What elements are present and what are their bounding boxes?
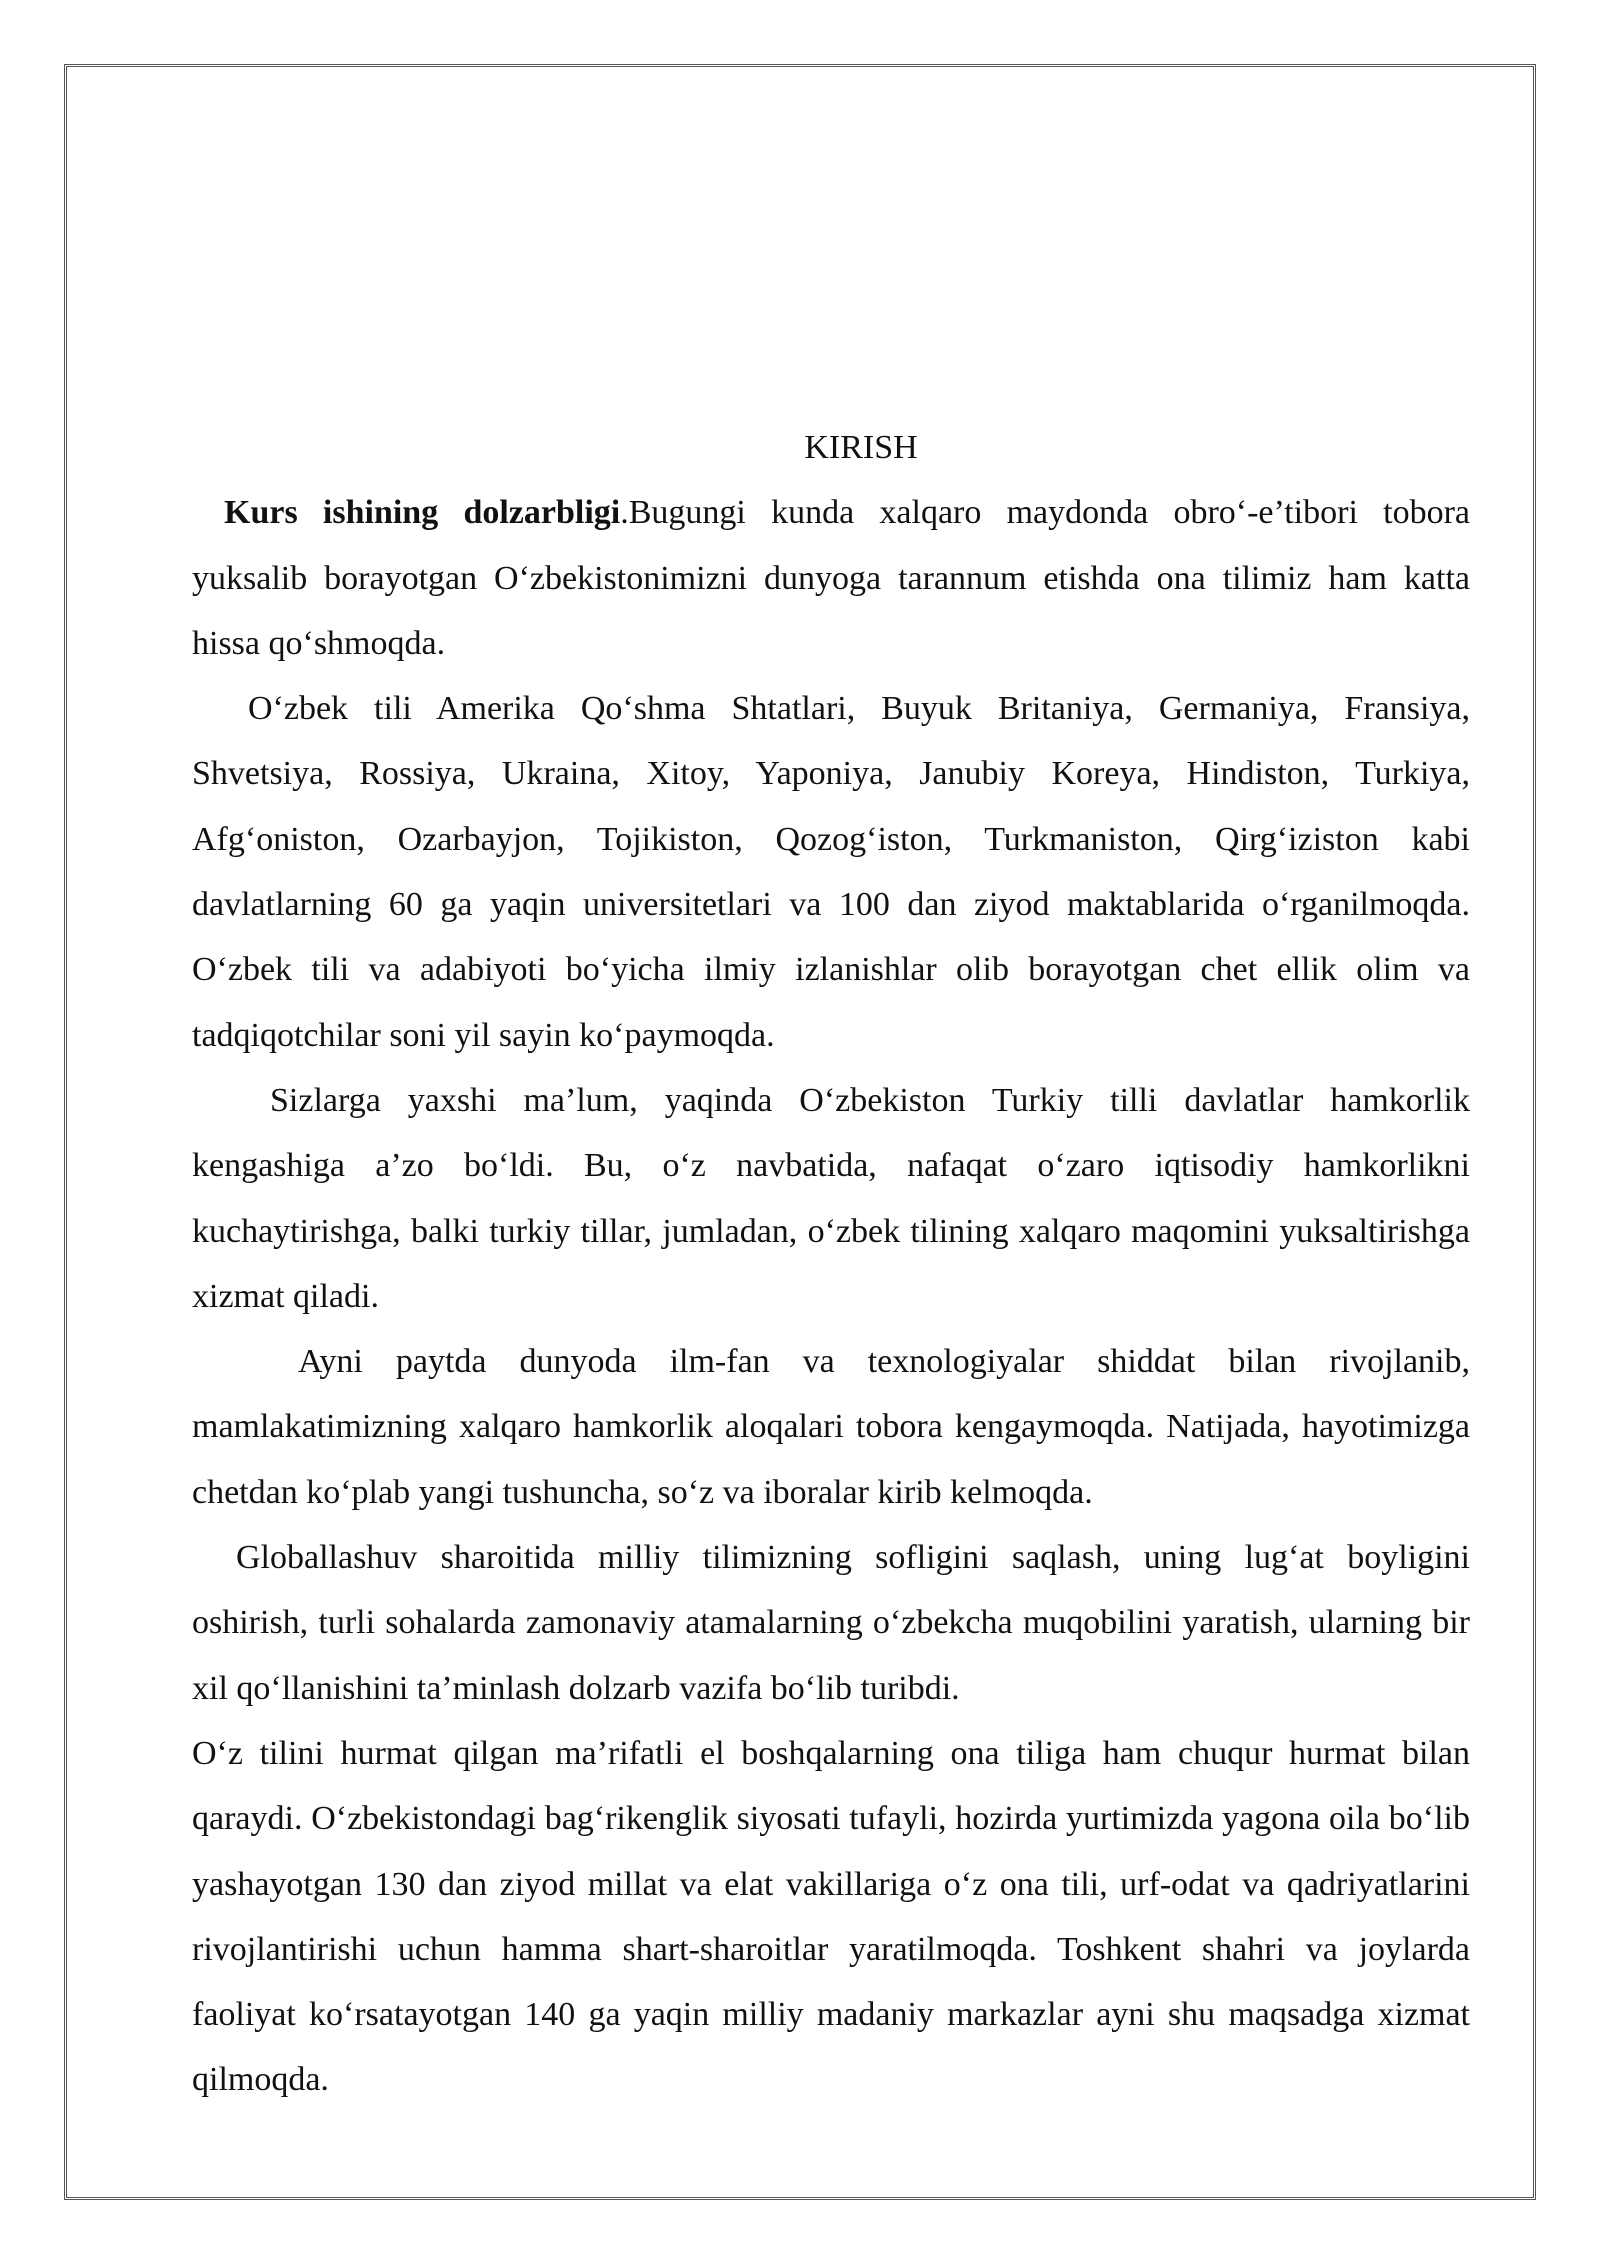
paragraph-1: O‘zbek tili Amerika Qo‘shma Shtatlari, Buyuk Britaniya, Germaniya, Fransiya, Shvetsiya, Rossiya, Ukraina, Xitoy, Yaponiya, Janubiy Koreya, Hindiston, Turkiya, Afg‘oniston, Ozarbayjon, Tojikiston, Qozog‘iston, Turkmaniston, Qirg‘iziston kabi davlatlarning 60 ga yaqin universitetlari va 100 dan ziyod maktablarida o‘rganilmoqda. O‘zbek tili va adabiyoti bo‘yicha ilmiy izlanishlar olib borayotgan chet ellik olim va tadqiqotchilar soni yil sayin ko‘paymoqda. <box>192 690 1470 1054</box>
intro-bold-lead: Kurs ishining dolzarbligi <box>224 494 621 532</box>
paragraph-5: O‘z tilini hurmat qilgan ma’rifatli el boshqalarning ona tiliga ham chuqur hurmat bilan qaraydi. O‘zbekistondagi bag‘rikenglik siyosati tufayli, hozirda yurtimizda yagona oila bo‘lib yashayotgan 130 dan ziyod millat va elat vakillariga o‘z ona tili, urf-odat va qadriyatlarini rivojlantirishi uchun hamma shart-sharoitlar yaratilmoqda. Toshkent shahri va joylarda faoliyat ko‘rsatayotgan 140 ga yaqin milliy madaniy markazlar ayni shu maqsadga xizmat qilmoqda. <box>192 1734 1470 2099</box>
paragraph-2: Sizlarga yaxshi ma’lum, yaqinda O‘zbekiston Turkiy tilli davlatlar hamkorlik kengashiga a’zo bo‘ldi. Bu, o‘z navbatida, nafaqat o‘zaro iqtisodiy hamkorlikni kuchaytirishga, balki turkiy tillar, jumladan, o‘zbek tilining xalqaro maqomini yuksaltirishga xizmat qiladi. <box>192 1081 1470 1315</box>
document-body <box>192 415 1470 2113</box>
intro-text: .Bugungi kunda xalqaro maydonda obro‘-e’tibori tobora yuksalib borayotgan O‘zbekistonimizni dunyoga tarannum etishda ona tilimiz ham katta hissa qo‘shmoqda. <box>192 494 1470 662</box>
paragraph-3: Ayni paytda dunyoda ilm-fan va texnologiyalar shiddat bilan rivojlanib, mamlakatimizning xalqaro hamkorlik aloqalari tobora kengaymoqda. Natijada, hayotimizga chetdan ko‘plab yangi tushuncha, so‘z va iboralar kirib kelmoqda. <box>192 1343 1470 1511</box>
page-title: KIRISH <box>804 429 918 466</box>
intro-paragraph <box>192 480 1470 676</box>
paragraph-4: Globallashuv sharoitida milliy tilimizning sofligini saqlash, uning lug‘at boyligini oshirish, turli sohalarda zamonaviy atamalarning o‘zbekcha muqobilini yaratish, ularning bir xil qo‘llanishini ta’minlash dolzarb vazifa bo‘lib turibdi. <box>192 1539 1470 1707</box>
